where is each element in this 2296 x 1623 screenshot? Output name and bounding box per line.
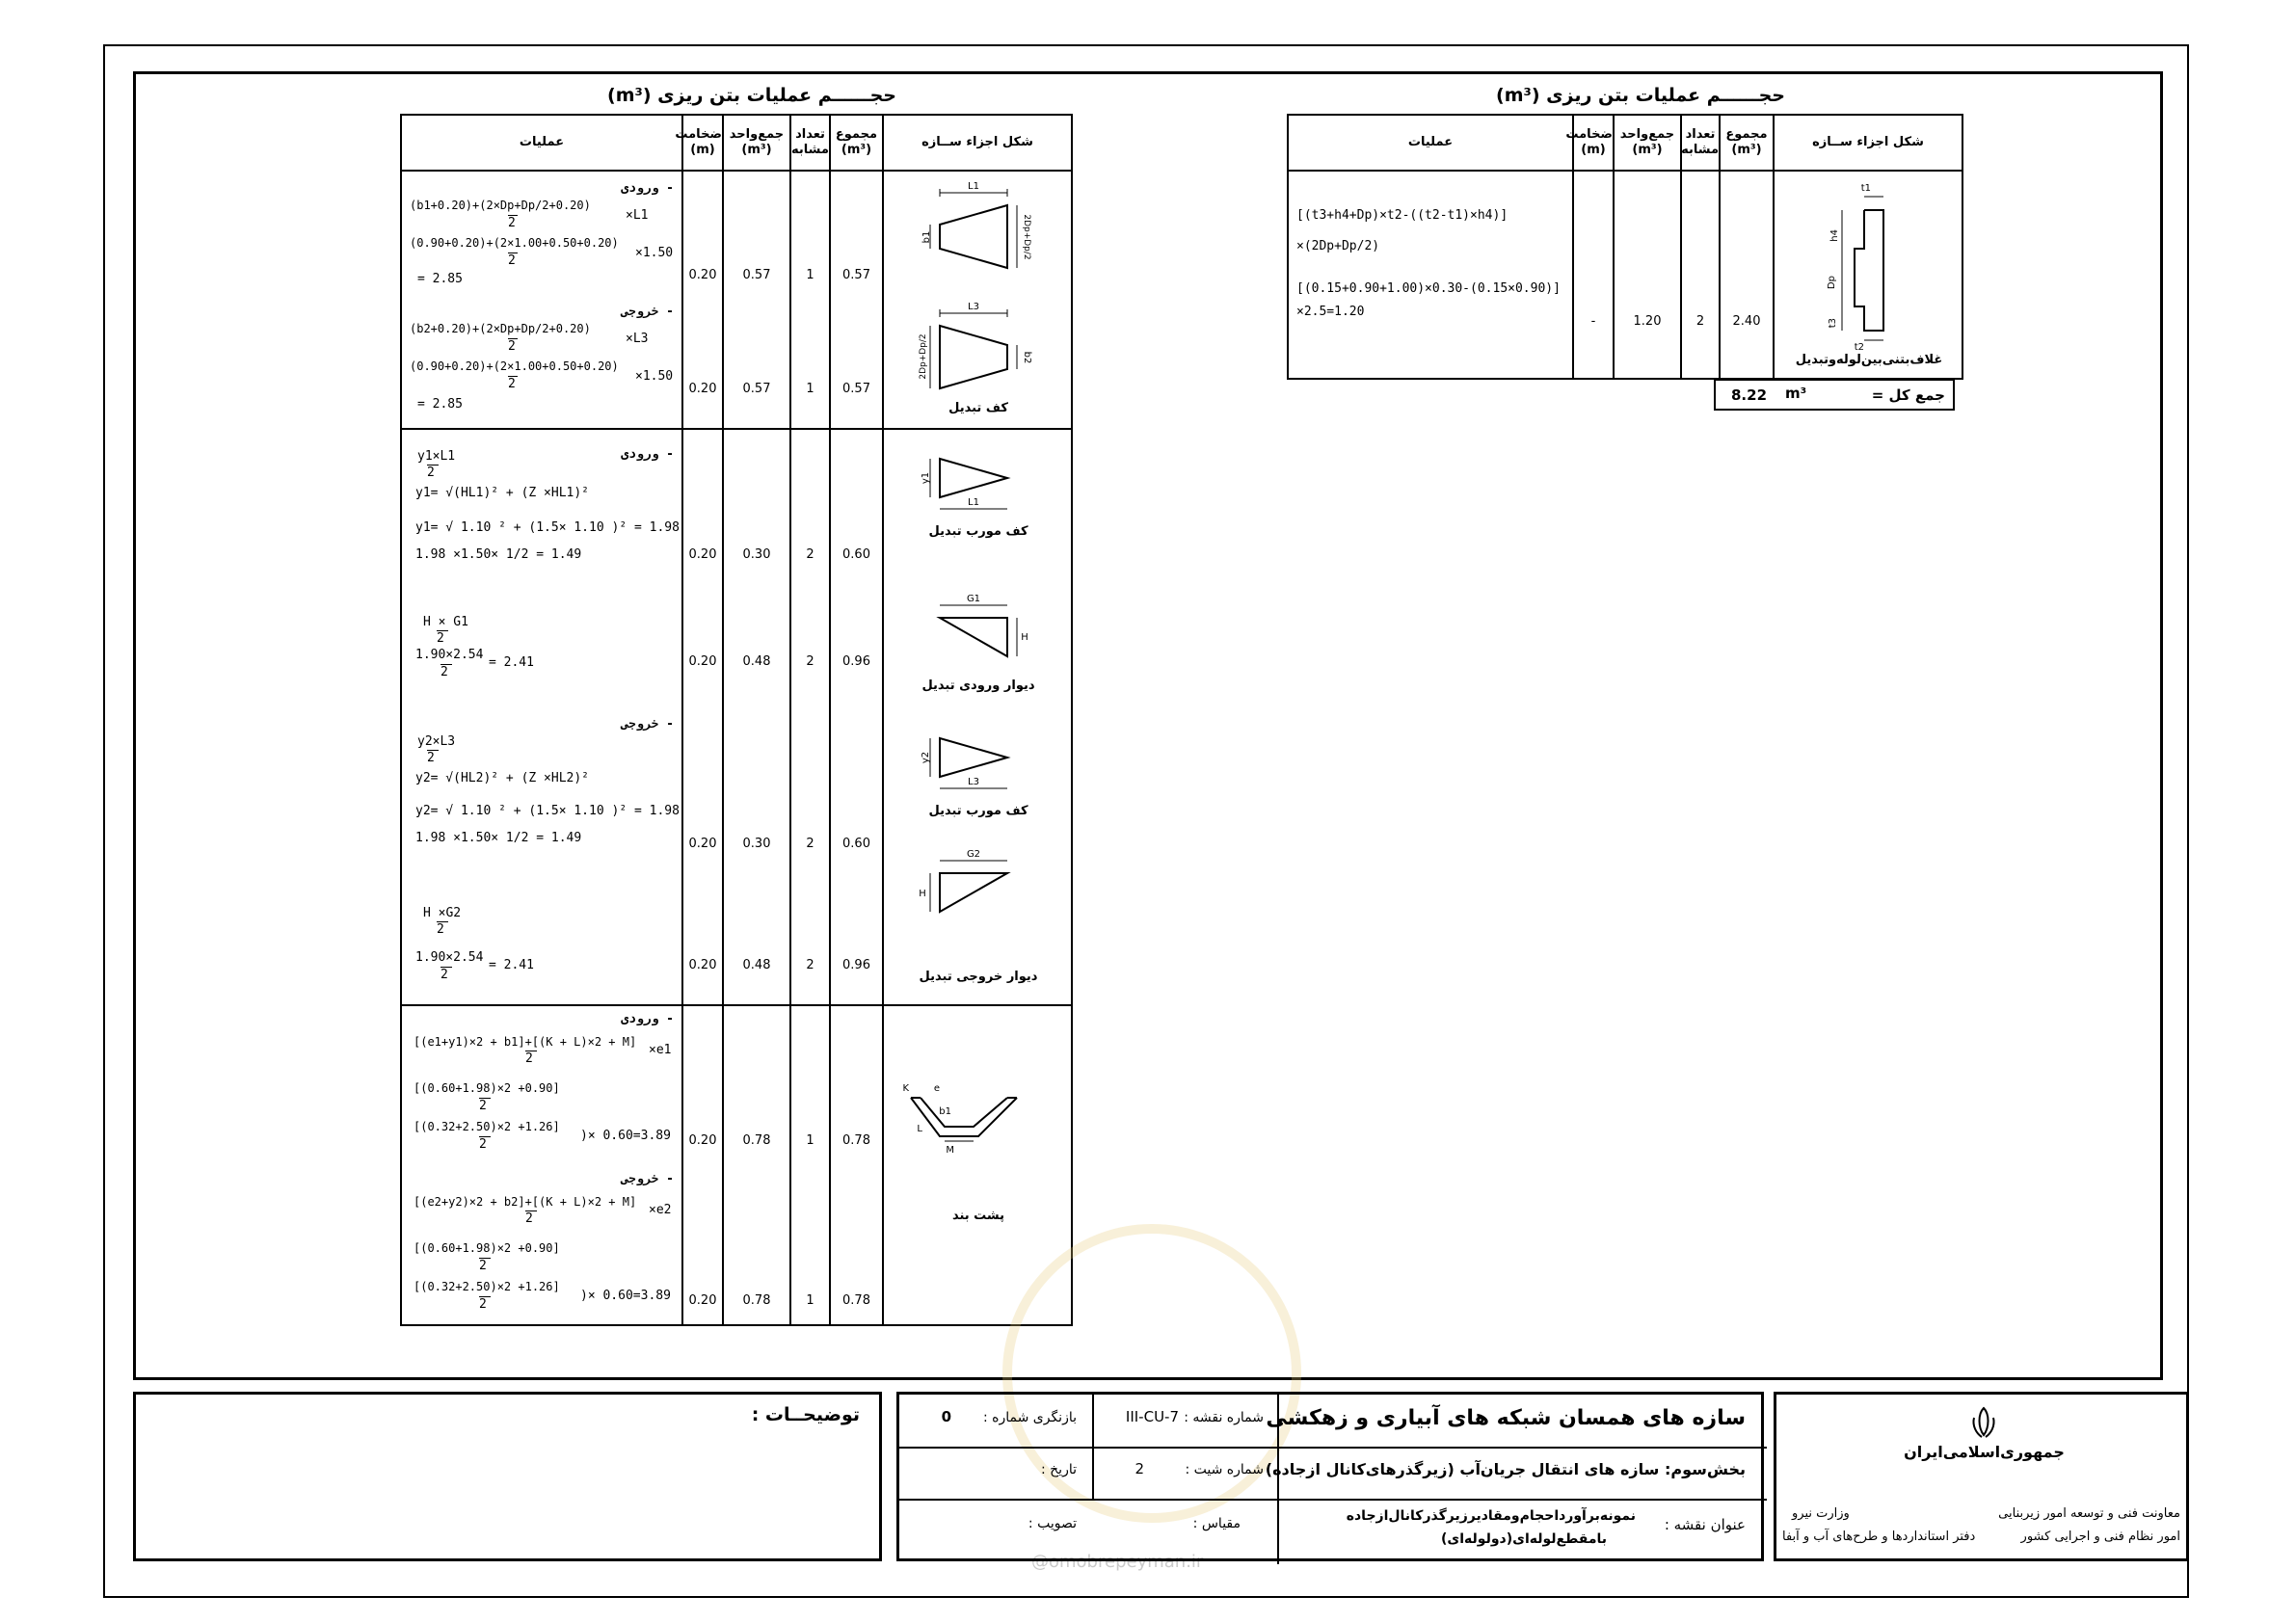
unit-value: 0.30	[742, 837, 771, 851]
shape-cell-1	[883, 171, 1072, 429]
shape-label-floor: کف تبدیل	[948, 401, 1008, 415]
header-unit: جمع‌واحد (m³)	[723, 115, 790, 171]
total-cell-1	[830, 171, 883, 429]
unit-value: 0.78	[742, 1133, 771, 1148]
formula-denominator: 2	[508, 338, 518, 354]
count-value: 2	[1695, 314, 1705, 329]
total-value: 0.57	[842, 382, 870, 396]
dim-M: M	[946, 1145, 954, 1156]
inlet-label: - ورودی	[621, 1012, 674, 1026]
formula-line: y2= √ 1.10 ² + (1.5× 1.10 )² = 1.98	[415, 804, 680, 818]
ops-cell-2	[401, 429, 682, 1005]
dim-G2: G2	[966, 849, 981, 860]
shape-cell-casing	[1774, 171, 1962, 379]
formula-line: (0.90+0.20)+(2×1.00+0.50+0.20)	[410, 359, 619, 373]
formula-line: [(0.60+1.98)×2 +0.90]	[414, 1241, 560, 1255]
formula-line: [(e1+y1)×2 + b1]+[(K + L)×2 + M]	[414, 1035, 637, 1049]
formula-result: = 2.85	[417, 397, 463, 412]
casing-drawing	[1773, 172, 1962, 380]
dim-t1: t1	[1860, 183, 1871, 194]
formula-line: 1.90×2.54	[415, 950, 484, 965]
formula-line: ×(2Dp+Dp/2)	[1296, 239, 1380, 253]
dim-b1: b1	[939, 1106, 951, 1117]
dim-b1: b1	[921, 230, 932, 244]
approve-label: تصویب :	[1028, 1516, 1077, 1531]
formula-line: y1= √ 1.10 ² + (1.5× 1.10 )² = 1.98	[415, 520, 680, 535]
notes-label: توضیحــات :	[751, 1404, 860, 1425]
formula-line: y1= √(HL1)² + (Z ×HL1)²	[415, 486, 590, 500]
header-count: تعداد مشابه	[1681, 115, 1720, 171]
formula-result: )× 0.60=3.89	[580, 1129, 671, 1143]
formula-denominator: 2	[508, 215, 518, 230]
total-value: 0.60	[842, 837, 870, 851]
total-value: 0.78	[842, 1293, 870, 1308]
outlet-label: - خروجی	[621, 1172, 674, 1186]
unit-value: 0.48	[742, 654, 771, 669]
formula-denominator: 2	[525, 1211, 537, 1226]
right-volume-table	[1287, 114, 1963, 380]
total-value: 0.57	[842, 268, 870, 282]
unit-cell-2	[723, 429, 790, 1005]
dim-Dp: Dp	[1827, 276, 1837, 290]
formula-line: [(e2+y2)×2 + b2]+[(K + L)×2 + M]	[414, 1195, 637, 1209]
formula-line: ×1.50	[635, 369, 674, 384]
revision-value: 0	[941, 1408, 951, 1425]
dim-H: H	[919, 889, 926, 899]
thick-value: 0.20	[688, 958, 717, 972]
header-total: مجموع (m³)	[1720, 115, 1774, 171]
thick-value: 0.20	[688, 837, 717, 851]
formula-denominator: 2	[508, 253, 518, 268]
count-value: 2	[806, 958, 814, 972]
left-table-title: حجــــــم عملیات بتن ریزی (m³)	[607, 85, 896, 106]
dim-H: H	[1021, 632, 1028, 643]
formula-result: = 2.85	[417, 272, 463, 286]
map-title-line-2: بامقطع‌لوله‌ای(دولوله‌ای)	[1441, 1531, 1607, 1547]
count-value: 1	[806, 1133, 814, 1148]
formula-denominator: 2	[437, 921, 448, 937]
bureau-name: امور نظام فنی و اجرایی کشور	[2020, 1530, 2180, 1544]
formula-line: [(0.32+2.50)×2 +1.26]	[414, 1120, 560, 1133]
thick-value: 0.20	[688, 268, 717, 282]
dim-t2: t2	[1854, 342, 1864, 353]
formula-line: ×L1	[626, 208, 649, 223]
thick-value: 0.20	[688, 382, 717, 396]
notes-box	[133, 1392, 882, 1561]
formula-result: )× 0.60=3.89	[580, 1289, 671, 1303]
grand-total-value: 8.22	[1731, 386, 1768, 404]
formula-line: (0.90+0.20)+(2×1.00+0.50+0.20)	[410, 236, 619, 250]
dim-L1: L1	[968, 181, 979, 192]
total-value: 0.96	[842, 958, 870, 972]
map-no: III-CU-7	[1125, 1408, 1179, 1425]
formula-line: [(0.32+2.50)×2 +1.26]	[414, 1280, 560, 1293]
thick-cell-3	[682, 1005, 723, 1325]
count-value: 1	[806, 1293, 814, 1308]
dim-t3: t3	[1828, 318, 1838, 329]
formula-line: H × G1	[423, 615, 468, 629]
outlet-label: - خروجی	[621, 305, 674, 319]
count-value: 1	[806, 382, 814, 396]
grand-total-label: جمع کل =	[1871, 386, 1945, 404]
shape-label-casing: غلاف‌بتنی‌بین‌لوله‌وتبدیل	[1795, 353, 1943, 367]
formula-line: H ×G2	[423, 906, 462, 920]
transition-floor-drawing	[882, 172, 1071, 430]
deputy-name: معاونت فنی و توسعه امور زیربنایی	[1998, 1506, 2180, 1521]
dim-dp-2: 2Dp+Dp/2	[919, 333, 928, 380]
shape-label-inlet-wall: دیوار ورودی تبدیل	[921, 678, 1035, 693]
formula-line: ×e1	[649, 1043, 672, 1057]
header-ops: عملیات	[401, 115, 682, 171]
count-cell-1	[790, 171, 830, 429]
unit-cell	[1614, 171, 1681, 379]
total-cell-2	[830, 429, 883, 1005]
unit-cell-3	[723, 1005, 790, 1325]
unit-value: 0.30	[742, 547, 771, 562]
formula-result: = 2.41	[489, 655, 534, 670]
dim-G1: G1	[966, 594, 981, 604]
count-value: 1	[806, 268, 814, 282]
dim-K: K	[902, 1083, 909, 1094]
formula-denominator: 2	[479, 1098, 491, 1113]
unit-value: 1.20	[1633, 314, 1662, 329]
header-shape: شکل اجزاء ســازه	[1774, 115, 1962, 171]
formula-line: (b1+0.20)+(2×Dp+Dp/2+0.20)	[410, 199, 591, 212]
formula-line: 1.98 ×1.50× 1/2 = 1.49	[415, 547, 582, 562]
dim-dp-1: 2Dp+Dp/2	[1022, 214, 1031, 260]
formula-line: ×1.50	[635, 246, 674, 260]
thick-value: 0.20	[688, 1293, 717, 1308]
section-title: بخش‌سوم: سازه های انتقال جریان‌آب (زیرگذرهای‌کانال ازجاده)	[1265, 1460, 1746, 1478]
title-block-main	[896, 1392, 1764, 1561]
formula-result: ×2.5=1.20	[1296, 305, 1365, 319]
formula-denominator: 2	[427, 750, 439, 765]
dim-b2: b2	[1022, 351, 1032, 364]
map-title-line-1: نمونه‌برآورد‌احجام‌و‌مقادیر‌زیرگذر‌کانال‌ازجاده	[1346, 1508, 1636, 1524]
outlet-label: - خروجی	[621, 717, 674, 732]
formula-line: ×e2	[649, 1203, 672, 1217]
dim-y2: y2	[921, 751, 931, 764]
grand-total-unit: m³	[1785, 385, 1807, 402]
formula-line: [(t3+h4+Dp)×t2-((t2-t1)×h4)]	[1296, 208, 1508, 223]
formula-result: = 2.41	[489, 958, 534, 972]
count-value: 2	[806, 837, 814, 851]
count-value: 2	[806, 547, 814, 562]
country-name: جمهوری‌اسلامی‌ایران	[1904, 1443, 2065, 1461]
ops-cell-1	[401, 171, 682, 429]
formula-denominator: 2	[508, 376, 518, 391]
formula-denominator: 2	[479, 1258, 491, 1273]
formula-denominator: 2	[479, 1296, 491, 1312]
inlet-label: - ورودی	[621, 447, 674, 462]
total-cell-3	[830, 1005, 883, 1325]
iran-emblem-icon	[1964, 1404, 2003, 1443]
formula-line: 1.98 ×1.50× 1/2 = 1.49	[415, 831, 582, 845]
formula-line: 1.90×2.54	[415, 648, 484, 662]
office-name: دفتر استانداردها و طرح‌های آب و آبفا	[1782, 1530, 1976, 1544]
formula-denominator: 2	[525, 1051, 537, 1066]
unit-cell-1	[723, 171, 790, 429]
dim-L3: L3	[968, 777, 979, 787]
ops-cell-casing	[1288, 171, 1573, 379]
left-volume-table	[400, 114, 1073, 1326]
ministry-name: وزارت نیرو	[1792, 1506, 1850, 1521]
header-ops: عملیات	[1288, 115, 1573, 171]
header-total: مجموع (m³)	[830, 115, 883, 171]
header-thick: ضخامت (m)	[1573, 115, 1614, 171]
shape-label-buttress: پشت بند	[951, 1209, 1005, 1223]
organization-box	[1774, 1392, 2189, 1561]
thick-value: 0.20	[688, 547, 717, 562]
count-cell	[1681, 171, 1720, 379]
unit-value: 0.57	[742, 268, 771, 282]
thick-value: -	[1590, 314, 1596, 329]
total-value: 0.60	[842, 547, 870, 562]
revision-label: بازنگری شماره :	[982, 1410, 1077, 1425]
formula-line: ×L3	[626, 332, 649, 346]
scale-label: مقیاس :	[1192, 1516, 1241, 1531]
formula-denominator: 2	[479, 1136, 491, 1152]
unit-value: 0.57	[742, 382, 771, 396]
right-table-title: حجــــــم عملیات بتن ریزی (m³)	[1496, 85, 1785, 106]
header-shape: شکل اجزاء ســازه	[883, 115, 1072, 171]
formula-denominator: 2	[441, 967, 452, 982]
shape-label-slope-1: کف مورب تبدیل	[928, 524, 1028, 539]
watermark-text: @omobrepeyman.ir	[1031, 1552, 1204, 1572]
sheet-label: شماره شیت :	[1185, 1462, 1264, 1477]
dim-L3: L3	[968, 302, 979, 312]
thick-value: 0.20	[688, 1133, 717, 1148]
date-label: تاریخ :	[1040, 1462, 1077, 1477]
dim-h4: h4	[1829, 229, 1840, 242]
total-value: 2.40	[1732, 314, 1761, 329]
formula-denominator: 2	[437, 630, 448, 646]
formula-denominator: 2	[427, 465, 439, 480]
map-title-label: عنوان نقشه :	[1664, 1516, 1746, 1533]
count-cell-2	[790, 429, 830, 1005]
dim-e: e	[933, 1083, 940, 1094]
formula-line: (b2+0.20)+(2×Dp+Dp/2+0.20)	[410, 322, 591, 335]
sheet-value: 2	[1135, 1460, 1144, 1477]
formula-line: [(0.60+1.98)×2 +0.90]	[414, 1081, 560, 1095]
formula-line: y2×L3	[417, 734, 456, 749]
dim-L1: L1	[968, 497, 979, 508]
header-count: تعداد مشابه	[790, 115, 830, 171]
dim-L: L	[917, 1124, 922, 1134]
count-cell-3	[790, 1005, 830, 1325]
grand-total-box	[1714, 379, 1955, 411]
inlet-label: - ورودی	[621, 181, 674, 196]
shape-label-outlet-wall: دیوار خروجی تبدیل	[919, 970, 1038, 984]
map-no-label: شماره نقشه :	[1184, 1410, 1264, 1425]
ops-cell-3	[401, 1005, 682, 1325]
dim-y1: y1	[921, 471, 931, 485]
main-title: سازه های همسان شبکه های آبیاری و زهکشی	[1266, 1406, 1746, 1430]
total-value: 0.78	[842, 1133, 870, 1148]
header-thick: ضخامت (m)	[682, 115, 723, 171]
formula-line: y1×L1	[417, 449, 456, 464]
thick-value: 0.20	[688, 654, 717, 669]
unit-value: 0.78	[742, 1293, 771, 1308]
formula-denominator: 2	[441, 664, 452, 679]
total-cell	[1720, 171, 1774, 379]
unit-value: 0.48	[742, 958, 771, 972]
thick-cell-2	[682, 429, 723, 1005]
thick-cell	[1573, 171, 1614, 379]
count-value: 2	[806, 654, 814, 669]
formula-line: [(0.15+0.90+1.00)×0.30-(0.15×0.90)]	[1296, 281, 1561, 296]
total-value: 0.96	[842, 654, 870, 669]
shape-cell-2	[883, 429, 1072, 1005]
transition-slope-drawings	[882, 430, 1071, 1006]
shape-label-slope-2: کف مورب تبدیل	[928, 804, 1028, 818]
thick-cell-1	[682, 171, 723, 429]
formula-line: y2= √(HL2)² + (Z ×HL2)²	[415, 771, 590, 785]
header-unit: جمع‌واحد (m³)	[1614, 115, 1681, 171]
